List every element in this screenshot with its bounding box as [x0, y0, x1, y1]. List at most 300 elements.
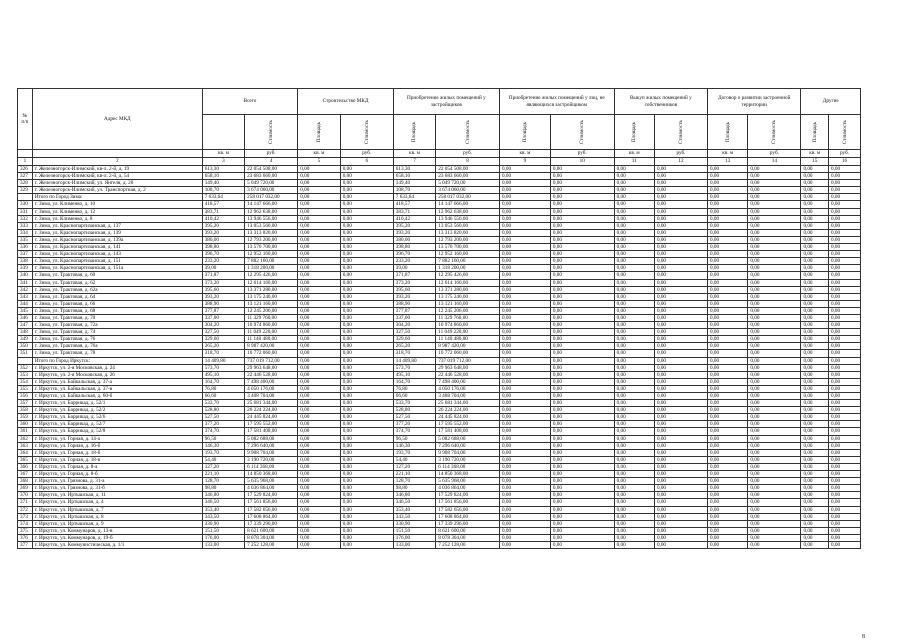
- buyout-cost-cell: 0,00: [654, 506, 707, 513]
- total-area-cell: 151,50: [202, 527, 244, 534]
- table-row: [18, 414, 861, 421]
- purchase-cost-cell: 7 498 400,00: [436, 378, 500, 385]
- unit-sqm: кв. м: [499, 150, 550, 158]
- purchase-cost-cell: 22 054 508,00: [436, 166, 500, 173]
- development-area-cell: 0,00: [708, 173, 748, 180]
- other-area-cell: 0,00: [801, 336, 829, 343]
- other-area-cell: 0,00: [801, 492, 829, 499]
- construction-cost-cell: 0,00: [340, 414, 393, 421]
- address-cell: г. Иркутск, ул. Иртышская, д. 11: [32, 492, 202, 499]
- table-row: [18, 329, 861, 336]
- table-row: [18, 541, 861, 548]
- other-purchase-area-cell: 0,00: [499, 222, 550, 229]
- buyout-area-cell: 0,00: [614, 400, 654, 407]
- column-number: 5: [298, 158, 340, 166]
- table-row: [18, 456, 861, 463]
- purchase-cost-cell: 12 793 200,00: [436, 236, 500, 243]
- other-cost-cell: 0,00: [829, 357, 861, 364]
- total-cost-cell: 8 987 420,00: [245, 343, 298, 350]
- buyout-area-cell: 0,00: [614, 300, 654, 307]
- other-area-cell: 0,00: [801, 251, 829, 258]
- other-cost-cell: 0,00: [829, 456, 861, 463]
- construction-area-cell: 0,00: [298, 499, 340, 506]
- total-area-cell: 133,00: [202, 541, 244, 548]
- total-area-cell: 176,00: [202, 534, 244, 541]
- table-row: [18, 258, 861, 265]
- purchase-cost-cell: 3 674 060,00: [436, 187, 500, 194]
- other-area-cell: 0,00: [801, 187, 829, 194]
- other-purchase-cost-cell: 0,00: [550, 166, 614, 173]
- purchase-area-cell: 14 409,80: [393, 357, 435, 364]
- purchase-cost-cell: 11 329 760,00: [436, 314, 500, 321]
- development-area-cell: 0,00: [708, 265, 748, 272]
- construction-area-cell: 0,00: [298, 428, 340, 435]
- purchase-area-cell: 76,80: [393, 385, 435, 392]
- purchase-area-cell: 346,80: [393, 492, 435, 499]
- total-area-cell: 533,70: [202, 400, 244, 407]
- other-purchase-cost-cell: 0,00: [550, 499, 614, 506]
- row-number: 364: [18, 449, 33, 456]
- buyout-cost-cell: 0,00: [654, 421, 707, 428]
- total-area-cell: 318,70: [202, 350, 244, 357]
- development-area-cell: 0,00: [708, 180, 748, 187]
- column-number: 2: [32, 158, 202, 166]
- construction-area-cell: 0,00: [298, 229, 340, 236]
- address-cell: Итого по Город Зима:: [32, 194, 202, 201]
- purchase-area-cell: 164,70: [393, 378, 435, 385]
- table-row: [18, 244, 861, 251]
- construction-area-cell: 0,00: [298, 208, 340, 215]
- total-area-cell: 330,90: [202, 520, 244, 527]
- construction-cost-cell: 0,00: [340, 166, 393, 173]
- row-number: 360: [18, 421, 33, 428]
- row-number: 373: [18, 513, 33, 520]
- development-area-cell: 0,00: [708, 244, 748, 251]
- development-area-cell: 0,00: [708, 272, 748, 279]
- table-row: [18, 307, 861, 314]
- total-area-cell: 396,70: [202, 251, 244, 258]
- other-purchase-cost-cell: 0,00: [550, 456, 614, 463]
- purchase-area-cell: 373,20: [393, 279, 435, 286]
- development-cost-cell: 0,00: [748, 173, 801, 180]
- other-purchase-cost-cell: 0,00: [550, 286, 614, 293]
- development-cost-cell: 0,00: [748, 208, 801, 215]
- purchase-area-cell: 193,70: [393, 449, 435, 456]
- development-cost-cell: 0,00: [748, 336, 801, 343]
- other-cost-cell: 0,00: [829, 187, 861, 194]
- column-number: 3: [202, 158, 244, 166]
- purchase-area-cell: 127,20: [393, 463, 435, 470]
- buyout-area-cell: 0,00: [614, 364, 654, 371]
- header-area: Площадь: [614, 115, 654, 150]
- construction-area-cell: 0,00: [298, 385, 340, 392]
- purchase-cost-cell: 11 140 480,00: [436, 336, 500, 343]
- other-area-cell: 0,00: [801, 201, 829, 208]
- total-area-cell: 265,20: [202, 343, 244, 350]
- construction-cost-cell: 0,00: [340, 463, 393, 470]
- total-cost-cell: 7 252 128,00: [245, 541, 298, 548]
- development-cost-cell: 0,00: [748, 541, 801, 548]
- purchase-cost-cell: 258 017 032,00: [436, 194, 500, 201]
- development-cost-cell: 0,00: [748, 229, 801, 236]
- purchase-cost-cell: 13 175 240,00: [436, 293, 500, 300]
- construction-cost-cell: 0,00: [340, 527, 393, 534]
- purchase-area-cell: 377,87: [393, 307, 435, 314]
- header-area: Площадь: [393, 115, 435, 150]
- other-purchase-area-cell: 0,00: [499, 187, 550, 194]
- construction-cost-cell: 0,00: [340, 442, 393, 449]
- purchase-cost-cell: 3 190 720,00: [436, 456, 500, 463]
- purchase-area-cell: 318,70: [393, 350, 435, 357]
- row-number: 343: [18, 293, 33, 300]
- other-area-cell: 0,00: [801, 293, 829, 300]
- construction-area-cell: 0,00: [298, 215, 340, 222]
- purchase-area-cell: 395,20: [393, 222, 435, 229]
- buyout-area-cell: 0,00: [614, 357, 654, 364]
- total-area-cell: 388,90: [202, 300, 244, 307]
- development-area-cell: 0,00: [708, 357, 748, 364]
- other-purchase-cost-cell: 0,00: [550, 371, 614, 378]
- other-purchase-area-cell: 0,00: [499, 350, 550, 357]
- table-row: [18, 236, 861, 243]
- address-cell: г. Зима, ул. Трактовая, д. 66: [32, 300, 202, 307]
- total-area-cell: 329,60: [202, 336, 244, 343]
- construction-cost-cell: 0,00: [340, 492, 393, 499]
- other-area-cell: 0,00: [801, 286, 829, 293]
- total-cost-cell: 5 049 720,00: [245, 180, 298, 187]
- buyout-area-cell: 0,00: [614, 527, 654, 534]
- buyout-cost-cell: 0,00: [654, 456, 707, 463]
- other-purchase-area-cell: 0,00: [499, 265, 550, 272]
- construction-area-cell: 0,00: [298, 442, 340, 449]
- total-area-cell: 613,30: [202, 166, 244, 173]
- construction-cost-cell: 0,00: [340, 180, 393, 187]
- development-area-cell: 0,00: [708, 251, 748, 258]
- header-address: Адрес МКД: [32, 89, 202, 150]
- row-number: 335: [18, 236, 33, 243]
- buyout-area-cell: 0,00: [614, 229, 654, 236]
- other-area-cell: 0,00: [801, 499, 829, 506]
- purchase-area-cell: 398,80: [393, 244, 435, 251]
- other-purchase-cost-cell: 0,00: [550, 485, 614, 492]
- purchase-area-cell: 658,10: [393, 173, 435, 180]
- buyout-area-cell: 0,00: [614, 166, 654, 173]
- other-purchase-cost-cell: 0,00: [550, 343, 614, 350]
- other-purchase-cost-cell: 0,00: [550, 378, 614, 385]
- buyout-area-cell: 0,00: [614, 456, 654, 463]
- construction-cost-cell: 0,00: [340, 229, 393, 236]
- development-cost-cell: 0,00: [748, 449, 801, 456]
- development-cost-cell: 0,00: [748, 329, 801, 336]
- total-area-cell: 7 633,64: [202, 194, 244, 201]
- row-number: 328: [18, 180, 33, 187]
- buyout-cost-cell: 0,00: [654, 307, 707, 314]
- development-area-cell: 0,00: [708, 456, 748, 463]
- total-cost-cell: 8 621 600,00: [245, 527, 298, 534]
- purchase-area-cell: 380,00: [393, 236, 435, 243]
- buyout-area-cell: 0,00: [614, 322, 654, 329]
- other-purchase-area-cell: 0,00: [499, 485, 550, 492]
- total-cost-cell: 13 313 820,00: [245, 229, 298, 236]
- construction-cost-cell: 0,00: [340, 378, 393, 385]
- total-area-cell: 14 409,80: [202, 357, 244, 364]
- other-purchase-area-cell: 0,00: [499, 471, 550, 478]
- construction-cost-cell: 0,00: [340, 336, 393, 343]
- total-cost-cell: 5 635 968,00: [245, 478, 298, 485]
- buyout-cost-cell: 0,00: [654, 343, 707, 350]
- development-area-cell: 0,00: [708, 293, 748, 300]
- development-cost-cell: 0,00: [748, 463, 801, 470]
- table-row: [18, 201, 861, 208]
- buyout-area-cell: 0,00: [614, 385, 654, 392]
- other-purchase-cost-cell: 0,00: [550, 357, 614, 364]
- total-cost-cell: 11 049 220,00: [245, 329, 298, 336]
- purchase-area-cell: 533,70: [393, 400, 435, 407]
- purchase-area-cell: 343,50: [393, 513, 435, 520]
- purchase-area-cell: 393,20: [393, 229, 435, 236]
- total-area-cell: 377,87: [202, 307, 244, 314]
- construction-cost-cell: 0,00: [340, 513, 393, 520]
- table-row: [18, 393, 861, 400]
- total-area-cell: 380,00: [202, 236, 244, 243]
- other-cost-cell: 0,00: [829, 180, 861, 187]
- other-purchase-area-cell: 0,00: [499, 329, 550, 336]
- table-row: [18, 229, 861, 236]
- development-cost-cell: 0,00: [748, 222, 801, 229]
- total-area-cell: 528,80: [202, 407, 244, 414]
- buyout-cost-cell: 0,00: [654, 201, 707, 208]
- other-purchase-area-cell: 0,00: [499, 364, 550, 371]
- buyout-area-cell: 0,00: [614, 435, 654, 442]
- construction-area-cell: 0,00: [298, 166, 340, 173]
- row-number: 366: [18, 463, 33, 470]
- other-cost-cell: 0,00: [829, 229, 861, 236]
- total-area-cell: 377,20: [202, 421, 244, 428]
- other-area-cell: 0,00: [801, 222, 829, 229]
- construction-area-cell: 0,00: [298, 329, 340, 336]
- construction-area-cell: 0,00: [298, 322, 340, 329]
- address-cell: г. Иркутск, ул. 2-я Московская, д. 24: [32, 364, 202, 371]
- construction-area-cell: 0,00: [298, 371, 340, 378]
- row-number: 342: [18, 286, 33, 293]
- other-area-cell: 0,00: [801, 520, 829, 527]
- buyout-cost-cell: 0,00: [654, 407, 707, 414]
- other-purchase-cost-cell: 0,00: [550, 293, 614, 300]
- buyout-area-cell: 0,00: [614, 428, 654, 435]
- address-cell: г. Иркутск, ул. Иртышская, д. 8: [32, 513, 202, 520]
- total-area-cell: 374,70: [202, 428, 244, 435]
- buyout-cost-cell: 0,00: [654, 336, 707, 343]
- construction-area-cell: 0,00: [298, 222, 340, 229]
- total-cost-cell: 7 498 400,00: [245, 378, 298, 385]
- purchase-cost-cell: 8 078 304,00: [436, 534, 500, 541]
- buyout-area-cell: 0,00: [614, 173, 654, 180]
- construction-area-cell: 0,00: [298, 506, 340, 513]
- development-area-cell: 0,00: [708, 194, 748, 201]
- buyout-cost-cell: 0,00: [654, 513, 707, 520]
- other-purchase-cost-cell: 0,00: [550, 279, 614, 286]
- other-cost-cell: 0,00: [829, 173, 861, 180]
- development-cost-cell: 0,00: [748, 300, 801, 307]
- other-area-cell: 0,00: [801, 229, 829, 236]
- table-row: [18, 435, 861, 442]
- row-number: 357: [18, 400, 33, 407]
- other-cost-cell: 0,00: [829, 307, 861, 314]
- purchase-area-cell: 410,42: [393, 215, 435, 222]
- buyout-area-cell: 0,00: [614, 393, 654, 400]
- other-cost-cell: 0,00: [829, 499, 861, 506]
- construction-cost-cell: 0,00: [340, 421, 393, 428]
- other-cost-cell: 0,00: [829, 322, 861, 329]
- construction-cost-cell: 0,00: [340, 371, 393, 378]
- development-cost-cell: 0,00: [748, 194, 801, 201]
- buyout-cost-cell: 0,00: [654, 166, 707, 173]
- total-cost-cell: 258 017 032,00: [245, 194, 298, 201]
- buyout-area-cell: 0,00: [614, 286, 654, 293]
- purchase-cost-cell: 1 318 200,00: [436, 265, 500, 272]
- other-cost-cell: 0,00: [829, 364, 861, 371]
- row-number: 347: [18, 322, 33, 329]
- construction-cost-cell: 0,00: [340, 236, 393, 243]
- buyout-cost-cell: 0,00: [654, 314, 707, 321]
- development-cost-cell: 0,00: [748, 534, 801, 541]
- total-cost-cell: 5 082 688,00: [245, 435, 298, 442]
- buyout-area-cell: 0,00: [614, 378, 654, 385]
- total-area-cell: 393,20: [202, 229, 244, 236]
- purchase-area-cell: 151,50: [393, 527, 435, 534]
- total-area-cell: 193,70: [202, 449, 244, 456]
- address-cell: г. Иркутск, ул. Байкальская, д. 37-в: [32, 385, 202, 392]
- development-cost-cell: 0,00: [748, 314, 801, 321]
- header-cost: Стоимость: [340, 115, 393, 150]
- other-cost-cell: 0,00: [829, 329, 861, 336]
- construction-cost-cell: 0,00: [340, 286, 393, 293]
- construction-area-cell: 0,00: [298, 244, 340, 251]
- total-cost-cell: 3 674 060,00: [245, 187, 298, 194]
- row-number: 369: [18, 485, 33, 492]
- other-purchase-cost-cell: 0,00: [550, 414, 614, 421]
- subtotal-row: [18, 194, 861, 201]
- purchase-area-cell: 346,50: [393, 499, 435, 506]
- address-cell: г. Железногорск-Илимский, кв-л. 2-й, д. 19: [32, 166, 202, 173]
- other-cost-cell: 0,00: [829, 449, 861, 456]
- buyout-area-cell: 0,00: [614, 492, 654, 499]
- construction-cost-cell: 0,00: [340, 471, 393, 478]
- buyout-cost-cell: 0,00: [654, 286, 707, 293]
- total-area-cell: 343,50: [202, 513, 244, 520]
- column-number: 15: [801, 158, 829, 166]
- other-cost-cell: 0,00: [829, 513, 861, 520]
- other-purchase-cost-cell: 0,00: [550, 173, 614, 180]
- construction-cost-cell: 0,00: [340, 449, 393, 456]
- buyout-cost-cell: 0,00: [654, 471, 707, 478]
- other-purchase-cost-cell: 0,00: [550, 463, 614, 470]
- unit-rub: руб.: [340, 150, 393, 158]
- other-cost-cell: 0,00: [829, 215, 861, 222]
- other-purchase-cost-cell: 0,00: [550, 435, 614, 442]
- other-purchase-cost-cell: 0,00: [550, 272, 614, 279]
- address-cell: г. Иркутск, ул. Горная, д. 18-в: [32, 456, 202, 463]
- development-cost-cell: 0,00: [748, 166, 801, 173]
- other-cost-cell: 0,00: [829, 492, 861, 499]
- row-number: 337: [18, 251, 33, 258]
- address-cell: г. Зима, ул. Краснопартизанская, д. 137: [32, 222, 202, 229]
- other-purchase-area-cell: 0,00: [499, 371, 550, 378]
- development-cost-cell: 0,00: [748, 506, 801, 513]
- other-purchase-area-cell: 0,00: [499, 506, 550, 513]
- row-number: 340: [18, 272, 33, 279]
- column-number: 4: [245, 158, 298, 166]
- address-cell: г. Зима, ул. Трактовая, д. 68: [32, 307, 202, 314]
- other-purchase-area-cell: 0,00: [499, 279, 550, 286]
- buyout-cost-cell: 0,00: [654, 300, 707, 307]
- development-cost-cell: 0,00: [748, 485, 801, 492]
- row-number: 377: [18, 541, 33, 548]
- address-cell: г. Зима, ул. Трактовая, д. 76а: [32, 343, 202, 350]
- construction-area-cell: 0,00: [298, 378, 340, 385]
- buyout-cost-cell: 0,00: [654, 385, 707, 392]
- buyout-cost-cell: 0,00: [654, 449, 707, 456]
- other-area-cell: 0,00: [801, 300, 829, 307]
- purchase-area-cell: 388,90: [393, 300, 435, 307]
- other-cost-cell: 0,00: [829, 350, 861, 357]
- construction-cost-cell: 0,00: [340, 435, 393, 442]
- other-purchase-cost-cell: 0,00: [550, 180, 614, 187]
- purchase-cost-cell: 8 987 420,00: [436, 343, 500, 350]
- table-row: [18, 336, 861, 343]
- row-number: 375: [18, 527, 33, 534]
- other-cost-cell: 0,00: [829, 293, 861, 300]
- development-cost-cell: 0,00: [748, 258, 801, 265]
- construction-area-cell: 0,00: [298, 314, 340, 321]
- construction-cost-cell: 0,00: [340, 293, 393, 300]
- other-purchase-cost-cell: 0,00: [550, 506, 614, 513]
- construction-cost-cell: 0,00: [340, 244, 393, 251]
- other-purchase-cost-cell: 0,00: [550, 187, 614, 194]
- row-number: 367: [18, 471, 33, 478]
- total-cost-cell: 4 036 864,00: [245, 485, 298, 492]
- address-cell: г. Иркутск, ул. Коммунистическая, д. 1/1: [32, 541, 202, 548]
- development-area-cell: 0,00: [708, 300, 748, 307]
- address-cell: г. Зима, ул. Краснопартизанская, д. 151: [32, 258, 202, 265]
- other-purchase-area-cell: 0,00: [499, 307, 550, 314]
- total-cost-cell: 13 946 556,00: [245, 215, 298, 222]
- development-area-cell: 0,00: [708, 449, 748, 456]
- other-purchase-area-cell: 0,00: [499, 499, 550, 506]
- development-area-cell: 0,00: [708, 201, 748, 208]
- other-purchase-cost-cell: 0,00: [550, 442, 614, 449]
- other-area-cell: 0,00: [801, 371, 829, 378]
- development-area-cell: 0,00: [708, 506, 748, 513]
- purchase-area-cell: 133,00: [393, 541, 435, 548]
- table-row: [18, 166, 861, 173]
- buyout-cost-cell: 0,00: [654, 208, 707, 215]
- other-purchase-cost-cell: 0,00: [550, 449, 614, 456]
- other-cost-cell: 0,00: [829, 471, 861, 478]
- other-area-cell: 0,00: [801, 456, 829, 463]
- other-purchase-cost-cell: 0,00: [550, 478, 614, 485]
- header-cost: Стоимость: [245, 115, 298, 150]
- row-number: 332: [18, 215, 33, 222]
- construction-cost-cell: 0,00: [340, 307, 393, 314]
- purchase-cost-cell: 12 245 206,00: [436, 307, 500, 314]
- other-purchase-area-cell: 0,00: [499, 236, 550, 243]
- header-cost: Стоимость: [748, 115, 801, 150]
- total-area-cell: 66,60: [202, 393, 244, 400]
- development-area-cell: 0,00: [708, 222, 748, 229]
- other-cost-cell: 0,00: [829, 208, 861, 215]
- purchase-cost-cell: 5 635 968,00: [436, 478, 500, 485]
